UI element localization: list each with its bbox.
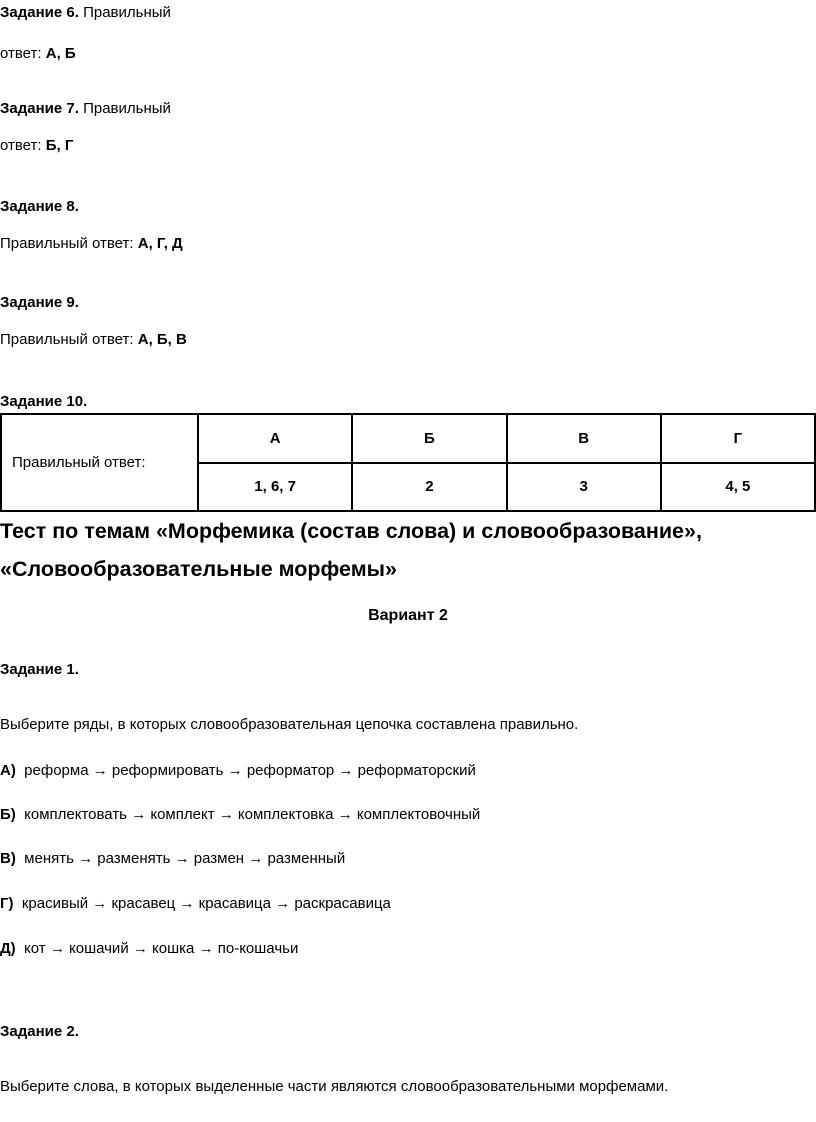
arrow-right-icon: → [338,762,354,779]
word: кот [24,940,46,957]
task7-label-part1: Правильный [83,100,171,117]
word: по-кошачьи [217,940,299,957]
option-a [0,763,476,778]
task2-title-text: Задание 2. [0,1023,79,1040]
task7-title: Задание 7. [0,100,79,117]
table-header-g: Г [661,414,815,463]
arrow-right-icon: → [337,806,353,823]
arrow-right-icon: → [92,895,108,912]
word: менять [24,850,74,867]
arrow-right-icon: → [179,895,195,912]
task9-label: Правильный ответ: [0,331,134,348]
word: красивый [21,895,89,912]
option-v [0,851,345,866]
word: раскрасавица [294,895,391,912]
word: комплектовать [24,806,128,823]
task8-title: Задание 8. [0,198,79,215]
table-cell-a: 1, 6, 7 [198,463,352,512]
table-cell-b: 2 [352,463,506,512]
task2-question: Выберите слова, в которых выделенные части являются словообразовательными морфемами. [0,1078,669,1095]
variant-label: Вариант 2 [368,607,448,624]
table-row [1,414,815,463]
table-cell-g: 4, 5 [661,463,815,512]
option-g [0,896,391,911]
arrow-right-icon: → [131,806,147,823]
task8-line1 [0,199,79,214]
arrow-right-icon: → [174,850,190,867]
word: реформировать [111,762,224,779]
task9-line2 [0,332,187,347]
task1-title-text: Задание 1. [0,661,79,678]
task6-label-part2: ответ: [0,45,42,62]
task1-question: Выберите ряды, в которых словообразовательная цепочка составлена правильно. [0,716,579,733]
option-letter: Г) [0,895,14,912]
word: красавица [198,895,271,912]
task1-title [0,662,79,677]
word: реформа [24,762,89,779]
word: комплект [150,806,215,823]
task8-label: Правильный ответ: [0,235,134,252]
option-letter: В) [0,850,16,867]
arrow-right-icon: → [248,850,264,867]
task10-title-text: Задание 10. [0,393,88,410]
task10-title [0,394,87,409]
arrow-right-icon: → [132,940,148,957]
test-title-line1: Тест по темам «Морфемика (состав слова) и словообразование», [0,519,702,543]
task7-line2 [0,138,73,153]
arrow-right-icon: → [227,762,243,779]
arrow-right-icon: → [218,806,234,823]
word: размен [193,850,245,867]
arrow-right-icon: → [198,940,214,957]
task2-title [0,1024,79,1039]
word: кошка [152,940,195,957]
word: красавец [111,895,176,912]
option-letter: Б) [0,806,16,823]
arrow-right-icon: → [92,762,108,779]
task6-answer: А, Б [45,45,76,62]
table-header-a: А [198,414,352,463]
option-b [0,807,480,822]
table-header-b: Б [352,414,506,463]
task9-title: Задание 9. [0,294,79,311]
arrow-right-icon: → [78,850,94,867]
arrow-right-icon: → [49,940,65,957]
word: реформатор [246,762,335,779]
arrow-right-icon: → [275,895,291,912]
option-d [0,941,298,956]
word: комплектовка [237,806,334,823]
table-header-v: В [507,414,661,463]
task7-answer: Б, Г [45,137,74,154]
task9-answer: А, Б, В [137,331,187,348]
task9-line1 [0,295,79,310]
word: разменный [267,850,346,867]
task6-line1 [0,5,171,20]
task7-line1 [0,101,171,116]
task6-title: Задание 6. [0,4,79,21]
word: реформаторский [357,762,476,779]
task10-answer-table [0,413,816,512]
test-title-line2: «Словообразовательные морфемы» [0,557,397,581]
word: комплектовочный [356,806,481,823]
task6-line2 [0,46,76,61]
task8-line2 [0,236,183,251]
word: кошачий [69,940,129,957]
option-letter: Д) [0,940,16,957]
task6-label-part1: Правильный [83,4,171,21]
table-cell-v: 3 [507,463,661,512]
task7-label-part2: ответ: [0,137,42,154]
table-row-label: Правильный ответ: [1,414,198,511]
task8-answer: А, Г, Д [137,235,183,252]
option-letter: А) [0,762,16,779]
word: разменять [97,850,171,867]
